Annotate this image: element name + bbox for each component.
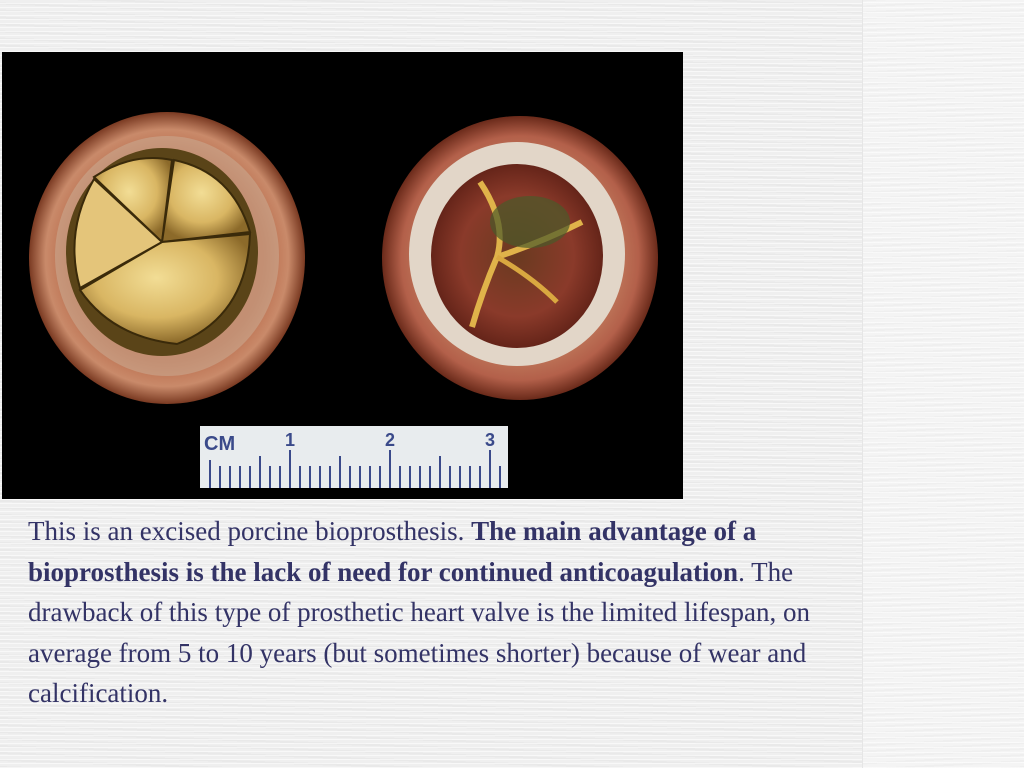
caption-detail: . The drawback of this type of prosthetic heart valve is the limited lifespan, on average from 5 to 10 years (but sometimes shorter) because of wear and calcification.: [28, 556, 811, 708]
ruler-label-3: 3: [485, 430, 496, 450]
bioprosthesis-illustration: [2, 52, 683, 499]
ruler-label-1: 1: [285, 430, 296, 450]
caption-emphasis: The main advantage of a bioprosthesis is the lack of need for continued anticoagulation: [28, 516, 757, 587]
ruler-unit-label: CM: [204, 433, 236, 455]
ruler-label-2: 2: [385, 430, 396, 450]
right-valve: [382, 116, 658, 400]
ruler: [200, 426, 508, 488]
right-texture-panel: [862, 0, 1024, 768]
slide-caption: [28, 511, 878, 714]
left-valve: [29, 112, 305, 404]
caption-intro: This is an excised porcine bioprosthesis.: [28, 516, 472, 546]
valve-photo: [2, 52, 683, 499]
